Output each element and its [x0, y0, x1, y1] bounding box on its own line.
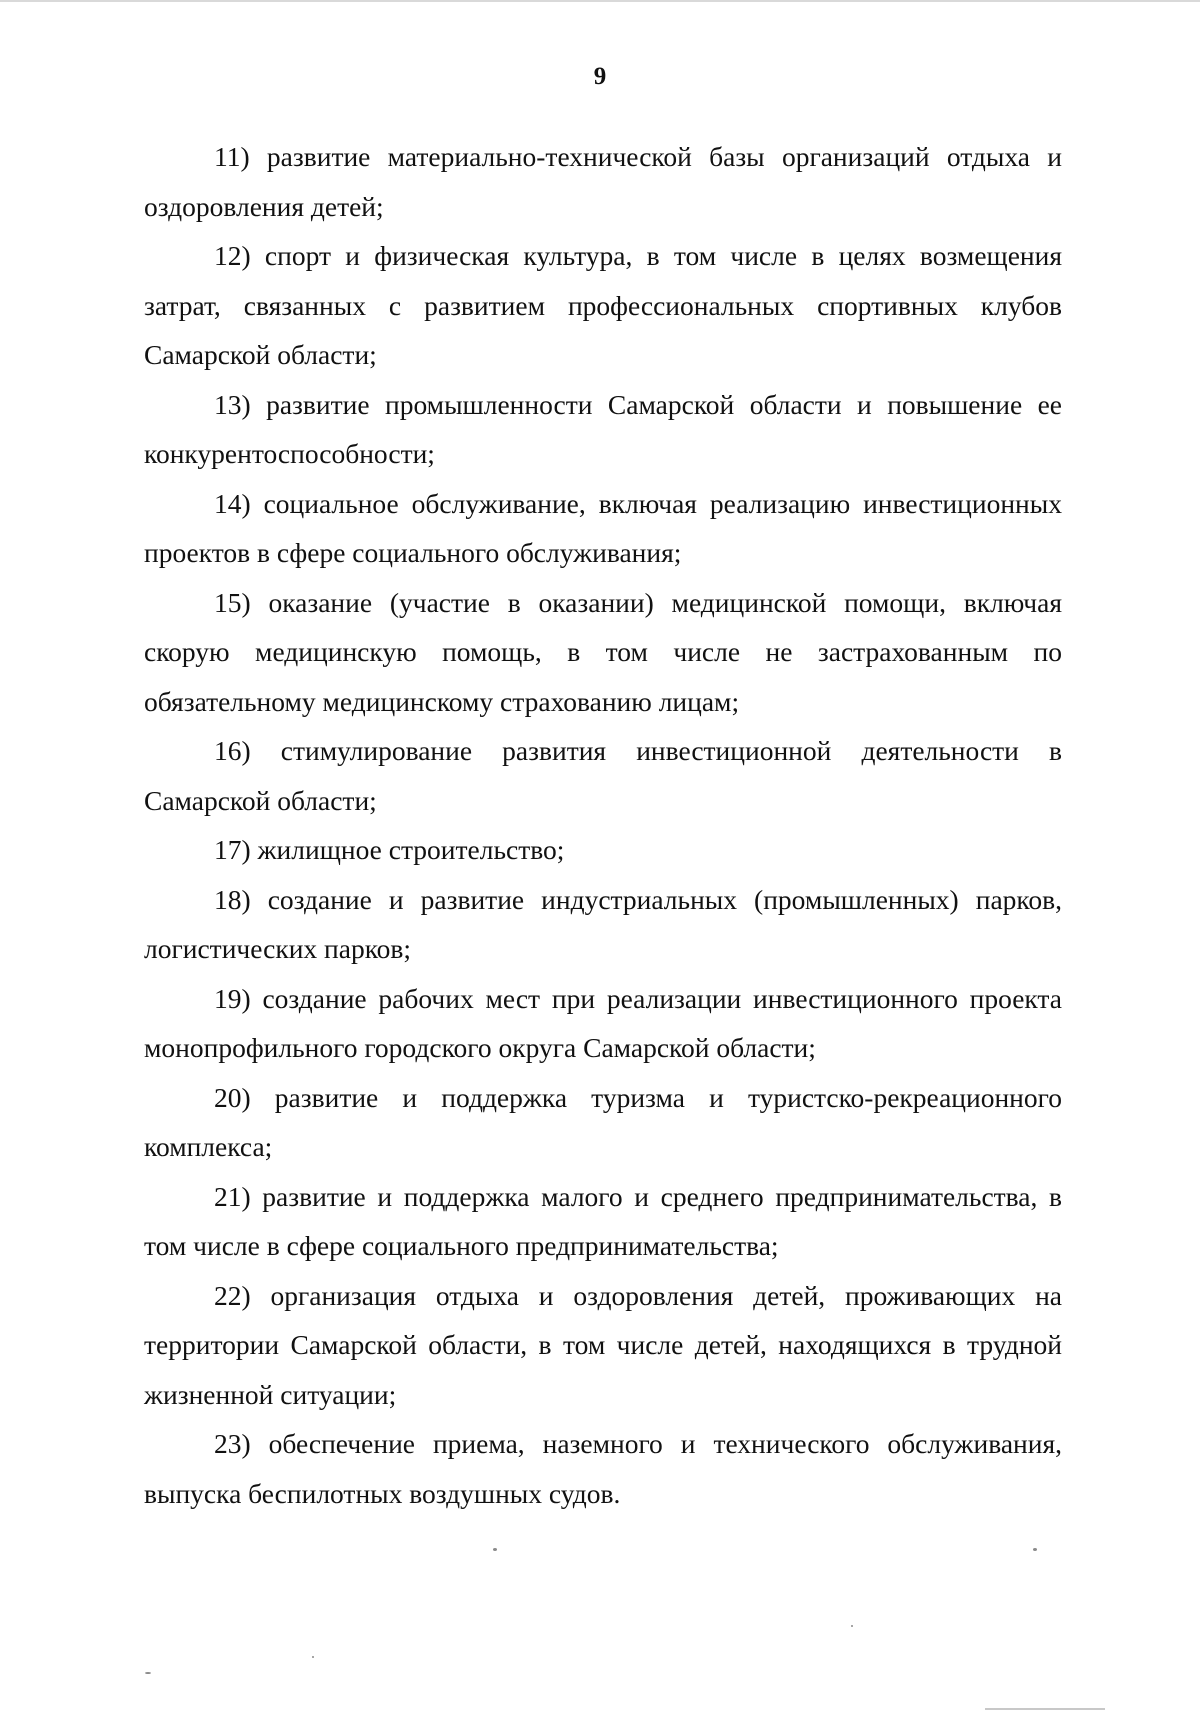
list-item-23: 23) обеспечение приема, наземного и технического обслуживания, выпуска беспилотных воздушных судов. [144, 1428, 1062, 1509]
scan-speck [1033, 1548, 1037, 1551]
scan-speck [985, 1708, 1105, 1710]
list-item-13: 13) развитие промышленности Самарской области и повышение ее конкурентоспособности; [144, 388, 1062, 469]
scan-edge [0, 0, 1200, 2]
list-item-12: 12) спорт и физическая культура, в том числе в целях возмещения затрат, связанных с развитием профессиональных спортивных клубов Самарской области; [144, 240, 1062, 370]
list-item-21: 21) развитие и поддержка малого и среднего предпринимательства, в том числе в сфере социального предпринимательства; [144, 1180, 1062, 1261]
list-item-14: 14) социальное обслуживание, включая реализацию инвестиционных проектов в сфере социального обслуживания; [144, 487, 1062, 568]
list-item-15: 15) оказание (участие в оказании) медицинской помощи, включая скорую медицинскую помощь, в том числе не застрахованным по обязательному медицинскому страхованию лицам; [144, 586, 1062, 717]
list-item-20: 20) развитие и поддержка туризма и туристско-рекреационного комплекса; [144, 1081, 1062, 1162]
list-item-17: 17) жилищное строительство; [214, 834, 565, 865]
list-item-18: 18) создание и развитие индустриальных (промышленных) парков, логистических парков; [144, 883, 1062, 964]
page-number: 9 [593, 63, 607, 90]
scan-speck [851, 1625, 853, 1627]
list-item-16: 16) стимулирование развития инвестиционной деятельности в Самарской области; [144, 735, 1062, 816]
scan-speck [493, 1548, 497, 1551]
list-item-22: 22) организация отдыха и оздоровления детей, проживающих на территории Самарской области, в том числе детей, находящихся в трудной жизненной ситуации; [144, 1279, 1062, 1410]
list-item-19: 19) создание рабочих мест при реализации инвестиционного проекта монопрофильного городского округа Самарской области; [144, 982, 1062, 1063]
list-item-11: 11) развитие материально-технической базы организаций отдыха и оздоровления детей; [144, 141, 1062, 222]
document-body [144, 132, 1062, 1518]
scan-speck [312, 1656, 314, 1658]
scan-speck [145, 1672, 151, 1674]
